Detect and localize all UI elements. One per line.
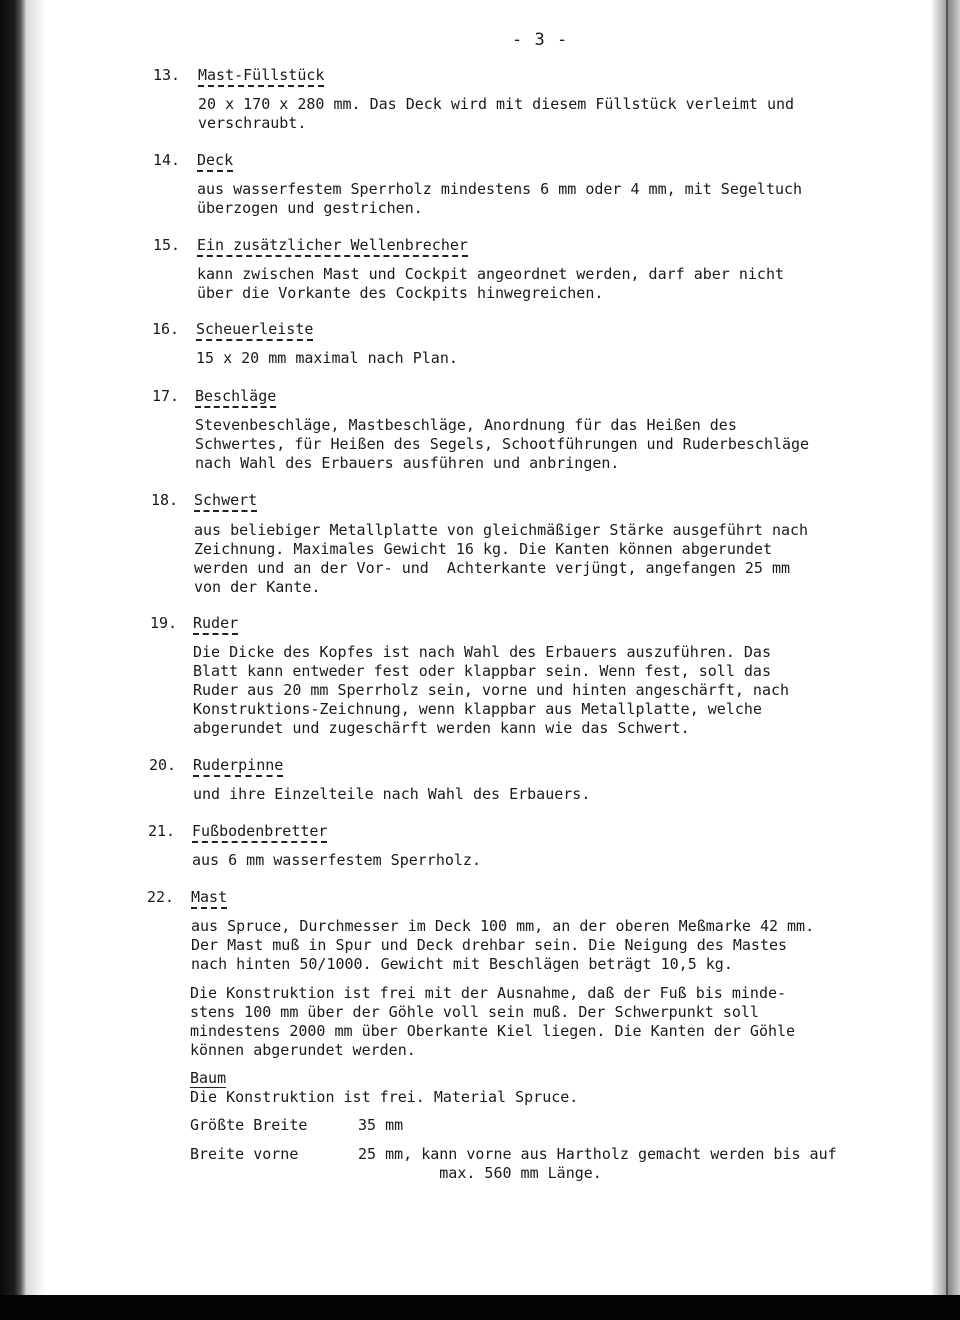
body-line: Ruder aus 20 mm Sperrholz sein, vorne und hinten angeschärft, nach: [193, 681, 790, 699]
body-line: Schwertes, für Heißen des Segels, Schootführungen und Ruderbeschläge: [195, 435, 810, 453]
section-heading: Mast: [191, 888, 227, 909]
section-body: [193, 785, 590, 804]
body-line: nach Wahl des Erbauers ausführen und anbringen.: [195, 454, 620, 472]
section-number: 14.: [153, 151, 181, 169]
section-number: 13.: [153, 66, 181, 84]
section-number: 17.: [152, 387, 180, 405]
body-line: von der Kante.: [194, 578, 321, 596]
spec-value: [358, 1116, 403, 1135]
spec-value: [358, 1145, 837, 1183]
spec-label: Breite vorne: [190, 1145, 299, 1163]
section-body: [195, 416, 809, 473]
section-number: 21.: [148, 822, 176, 840]
section-heading: Ruderpinne: [193, 756, 283, 777]
section-heading: Beschläge: [195, 387, 276, 408]
section-heading: Scheuerleiste: [196, 320, 313, 341]
section-body-continued: [190, 984, 795, 1060]
scan-binding-edge: [0, 0, 26, 1295]
body-line: Stevenbeschläge, Mastbeschläge, Anordnung für das Heißen des: [195, 416, 737, 434]
spec-label: Größte Breite: [190, 1116, 308, 1134]
section-body: [194, 521, 808, 597]
spec-value-line: 25 mm, kann vorne aus Hartholz gemacht werden bis auf: [358, 1145, 837, 1163]
section-heading: Mast-Füllstück: [198, 66, 324, 87]
section-body: [197, 265, 784, 303]
body-line: aus beliebiger Metallplatte von gleichmäßiger Stärke ausgeführt nach: [194, 521, 809, 539]
spec-value-line: max. 560 mm Länge.: [358, 1164, 602, 1182]
body-line: überzogen und gestrichen.: [197, 199, 423, 217]
body-line: aus wasserfestem Sperrholz mindestens 6 mm oder 4 mm, mit Segeltuch: [197, 180, 803, 198]
section-body: [193, 643, 789, 738]
section-number: 18.: [151, 491, 179, 509]
section-body: [198, 95, 794, 133]
body-line: aus 6 mm wasserfestem Sperrholz.: [192, 851, 481, 869]
section-number: 16.: [152, 320, 180, 338]
section-heading: Ein zusätzlicher Wellenbrecher: [197, 236, 468, 257]
body-line: mindestens 2000 mm über Oberkante Kiel liegen. Die Kanten der Göhle: [190, 1022, 796, 1040]
section-body: [192, 851, 481, 870]
body-line: 20 x 170 x 280 mm. Das Deck wird mit diesem Füllstück verleimt und: [198, 95, 795, 113]
body-line: abgerundet und zugeschärft werden kann wie das Schwert.: [193, 719, 690, 737]
body-line: und ihre Einzelteile nach Wahl des Erbauers.: [193, 785, 591, 803]
body-line: aus Spruce, Durchmesser im Deck 100 mm, an der oberen Meßmarke 42 mm.: [191, 917, 815, 935]
body-line: Blatt kann entweder fest oder klappbar sein. Wenn fest, soll das: [193, 662, 771, 680]
scan-right-edge-line: [946, 0, 948, 1295]
body-line: können abgerundet werden.: [190, 1041, 416, 1059]
section-number: 15.: [153, 236, 181, 254]
body-line: über die Vorkante des Cockpits hinwegreichen.: [197, 284, 604, 302]
body-line: Die Konstruktion ist frei mit der Ausnahme, daß der Fuß bis minde-: [190, 984, 787, 1002]
section-body: [197, 180, 802, 218]
section-number: 19.: [150, 614, 178, 632]
body-line: nach hinten 50/1000. Gewicht mit Beschlägen beträgt 10,5 kg.: [191, 955, 733, 973]
section-heading: Ruder: [193, 614, 238, 635]
section-heading: Fußbodenbretter: [192, 822, 327, 843]
section-body: [191, 917, 814, 974]
page-number: - 3 -: [512, 30, 569, 50]
scan-bottom-border: [0, 1295, 960, 1320]
body-line: verschraubt.: [198, 114, 307, 132]
section-number: 20.: [149, 756, 177, 774]
body-line: kann zwischen Mast und Cockpit angeordnet werden, darf aber nicht: [197, 265, 784, 283]
subsection-text: Die Konstruktion ist frei. Material Spruce.: [190, 1088, 579, 1106]
subsection-heading: Baum: [190, 1069, 227, 1087]
body-line: werden und an der Vor- und Achterkante verjüngt, angefangen 25 mm: [194, 559, 791, 577]
section-heading: Schwert: [194, 491, 257, 512]
body-line: Der Mast muß in Spur und Deck drehbar sein. Die Neigung des Mastes: [191, 936, 788, 954]
body-line: Die Dicke des Kopfes ist nach Wahl des Erbauers auszuführen. Das: [193, 643, 771, 661]
spec-value-line: 35 mm: [358, 1116, 404, 1134]
scan-binding-shadow: [26, 0, 46, 1295]
body-line: stens 100 mm über der Göhle voll sein muß. Der Schwerpunkt soll: [190, 1003, 759, 1021]
section-body: [196, 349, 458, 368]
body-line: Zeichnung. Maximales Gewicht 16 kg. Die Kanten können abgerundet: [194, 540, 772, 558]
section-heading: Deck: [197, 151, 233, 172]
body-line: Konstruktions-Zeichnung, wenn klappbar aus Metallplatte, welche: [193, 700, 762, 718]
section-number: 22.: [147, 888, 175, 906]
body-line: 15 x 20 mm maximal nach Plan.: [196, 349, 458, 367]
